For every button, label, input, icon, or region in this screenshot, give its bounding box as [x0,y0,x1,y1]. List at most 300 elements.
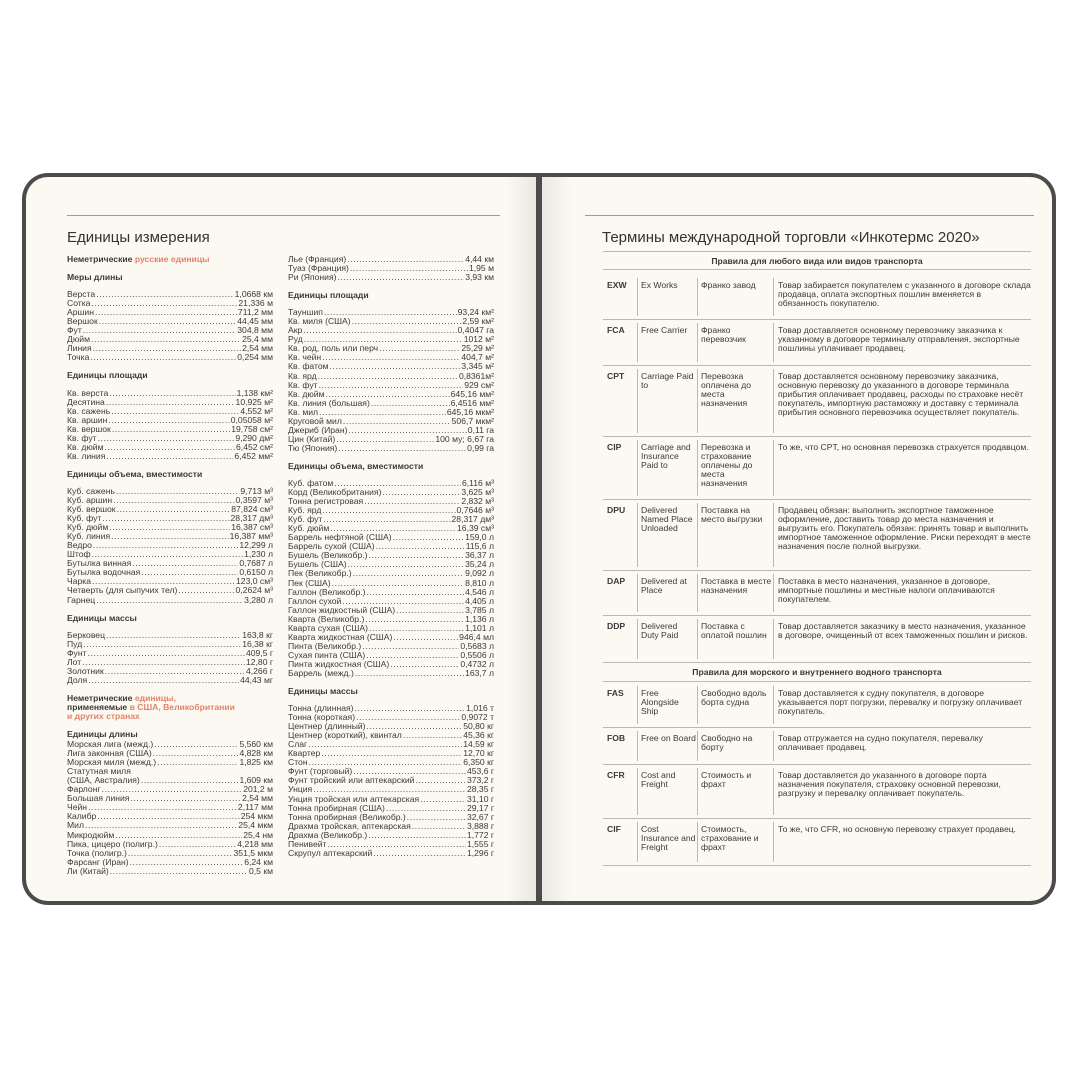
unit-name: Ли (Китай) [67,865,109,876]
term-code: CIP [607,442,622,452]
term-description: Товар забирается покупателем с указанного в договоре склада продавца, оплата экспортных пошлин вменяется в обязанность покупателю. [778,280,1031,309]
unit-value: 12,70 кг [463,748,494,759]
term-russian: Франко завод [701,280,756,290]
unit-name: Кв. верста [67,387,109,398]
unit-value: 12,80 г [245,656,273,667]
leader-dots [356,713,460,722]
unit-name: Тонна (короткая) [288,712,356,723]
unit-value: 0,99 га [467,442,494,453]
unit-value: 0,9072 т [461,712,494,723]
leader-dots [130,794,241,803]
leader-dots [338,444,466,453]
unit-value: 0,8361м² [458,370,494,381]
unit-value: 4,44 км [465,254,494,264]
unit-value: 123,0 см³ [236,576,273,587]
unit-name: Золотник [67,665,104,676]
leader-dots [128,849,233,858]
leader-dots [109,389,235,398]
leader-dots [132,559,238,568]
unit-value: 25,29 м² [461,343,494,354]
unit-value: 645,16 мкм² [446,406,494,417]
term-russian: Перевозка оплачена до места назначения [701,371,752,409]
unit-name: Куб. линия [67,531,111,542]
units-column-2 [288,255,494,858]
unit-value: 44,45 мм [237,316,273,327]
unit-value: 506,7 мкм² [451,415,494,426]
column-divider [773,768,774,815]
unit-name: Тонна пробирная (Великобр.) [288,811,406,822]
unit-value: 163,8 кг [242,629,273,640]
unit-name: Точка (полигр.) [67,847,127,858]
unit-value: 29,17 г [466,802,494,813]
leader-dots [403,731,462,740]
term-code: CPT [607,371,625,381]
unit-name: Куб. вершок [67,504,116,515]
term-english: Carriage and Insurance Paid to [641,442,691,471]
term-english: Free Carrier [641,325,688,335]
unit-name: Фарсанг (Иран) [67,856,129,867]
unit-value: 1,95 м [468,263,494,274]
unit-name: Лига законная (США) [67,748,152,759]
unit-value: 711,2 мм [237,307,273,318]
unit-name: Вершок [67,316,98,327]
unit-value: 21,336 м [238,298,273,309]
unit-name: Куб. ярд [288,505,322,516]
column-divider [773,574,774,612]
page-top-rule [585,215,1034,216]
unit-row [67,541,273,550]
leader-dots [318,372,458,381]
unit-name: Кв. фут [67,432,97,443]
unit-name: Кв. вершок [67,423,111,434]
unit-name: Пенивейт [288,838,327,849]
unit-row [67,867,273,876]
unit-value: 2,54 мм [242,793,273,804]
unit-value: 6,116 м³ [461,477,494,488]
group-heading: Единицы массы [67,612,137,623]
unit-value: 409,5 г [245,647,273,658]
leader-dots [415,776,466,785]
unit-name: Корд (Великобритания) [288,487,382,498]
unit-row [67,452,273,461]
unit-name: Куб. дюйм [288,523,330,534]
unit-name: Кв. ярд [288,370,317,381]
term-english: Delivered Duty Paid [641,621,679,641]
leader-dots [102,514,229,523]
column-divider [773,503,774,567]
term-description: Товар доставляется заказчику в место назначения, указанное в договоре, очищенный от всех таможенных пошлин и рисков. [778,621,1028,641]
column-divider [637,503,638,567]
leader-dots [98,434,235,443]
leader-dots [112,425,230,434]
leader-dots [178,586,234,595]
incoterm-row [603,275,1031,320]
unit-value: 45,36 кг [463,730,494,741]
term-description: Продавец обязан: выполнить экспортное таможенное оформление, доставить товар до места назначения и выгрузить его. Покупатель обязан: принять товар и выполнить импортное таможенное оформление. Риски переходят в месте назначения после полной выгрузки. [778,505,1031,552]
unit-name: Кварта сухая (США) [288,622,369,633]
leader-dots [376,542,465,551]
unit-name: Пек (Великобр.) [288,568,352,579]
leader-dots [321,749,462,758]
unit-value: 163,7 л [465,667,494,678]
unit-name: Руд [288,334,303,345]
unit-name: Микродюйм [67,829,115,840]
leader-dots [130,858,244,867]
unit-value: 373,2 г [466,775,494,786]
leader-dots [83,640,241,649]
unit-name: Скрупул аптекарский [288,847,373,858]
unit-value: 19,758 см² [231,423,273,434]
unit-name: Бутылка винная [67,558,132,569]
unit-value: 0,4047 га [457,325,494,336]
term-russian: Франко перевозчик [701,325,746,345]
leader-dots [412,822,466,831]
group-heading: Единицы площади [67,370,148,381]
column-divider [773,619,774,659]
unit-name: Верста [67,289,96,300]
column-divider [637,574,638,612]
unit-row [288,849,494,858]
unit-value: 44,43 мг [240,674,273,685]
leader-dots [97,812,239,821]
unit-value: 2,117 мм [237,802,273,813]
unit-value: 4,266 г [245,665,273,676]
column-divider [697,503,698,567]
unit-value: 0,5 км [248,865,273,876]
unit-name: (США, Австралия) [67,775,140,786]
incoterm-row [603,571,1031,616]
unit-name: Тонна пробирная (США) [288,802,385,813]
leader-dots [343,417,451,426]
unit-name: Сотка [67,298,91,309]
term-description: Поставка в место назначения, указанное в договоре, импортные пошлины и местные налоги оплачиваются покупателем. [778,576,995,605]
unit-value: 1,772 г [466,829,494,840]
column-divider [697,323,698,362]
unit-name: Драхма (Великобр.) [288,829,368,840]
unit-value: 645,16 мм² [450,388,494,399]
term-code: CFR [607,770,625,780]
page-top-rule [67,215,500,216]
unit-name: Стон [288,757,308,768]
leader-dots [141,776,239,785]
term-description: Товар доставляется к судну покупателя, в договоре указывается порт погрузки, перевалку и погрузку оплачивает покупатель. [778,688,1023,717]
group-heading: Единицы объема, вместимости [288,460,424,471]
leader-dots [322,353,460,362]
unit-value: 100 му; 6,67 га [435,433,494,444]
unit-name: Чейн [67,802,88,813]
unit-value: 3,93 км [465,272,494,283]
unit-value: 3,625 м³ [461,487,494,498]
leader-dots [364,497,460,506]
page-gutter-shadow [506,177,536,901]
unit-name: Центнер (короткий), квинтал [288,730,402,741]
unit-value: 50,80 кг [463,721,494,732]
column-divider [637,619,638,659]
leader-dots [348,560,465,569]
term-english: Free Alongside Ship [641,688,679,717]
column-divider [637,731,638,761]
group-heading: Единицы длины [67,729,138,740]
unit-value: 5,560 км [239,739,273,750]
column-divider [697,574,698,612]
unit-name: Берковец [67,629,106,640]
unit-value: 929 см² [464,379,494,390]
unit-name: Ри (Япония) [288,272,337,283]
unit-name: Пинта жидкостная (США) [288,658,390,669]
unit-value: 946,4 мл [459,631,494,642]
term-english: Free on Board [641,733,696,743]
unit-value: 16,39 см³ [457,523,494,534]
leader-dots [157,758,238,767]
unit-row [67,353,273,362]
unit-name: Кв. чейн [288,352,322,363]
unit-value: 1,016 т [466,703,494,714]
incoterm-row [603,728,1031,765]
unit-value: 31,10 г [466,793,494,804]
leader-dots [303,326,456,335]
term-code: FCA [607,325,625,335]
leader-dots [88,649,245,658]
unit-name: Чарка [67,576,92,587]
unit-row [67,640,273,649]
unit-value: 0,11 га [467,424,494,435]
leader-dots [383,488,461,497]
unit-value: 2,832 м³ [461,496,494,507]
leader-dots [111,407,239,416]
leader-dots [153,749,239,758]
unit-name: Дюйм [67,334,90,345]
unit-name: Баррель сухой (США) [288,541,375,552]
column-divider [773,731,774,761]
term-code: FOB [607,733,626,743]
incoterms-table-any-transport [603,275,1031,663]
unit-name: Морская миля (межд.) [67,757,157,768]
unit-value: 0,2624 м³ [235,585,273,596]
unit-value: 28,35 г [466,784,494,795]
unit-name: Пек (США) [288,577,331,588]
unit-value: 0,3597 м³ [235,494,273,505]
unit-name: Кв. дюйм [67,441,104,452]
leader-dots [371,399,450,408]
unit-value: 3,785 л [465,604,494,615]
leader-dots [337,273,464,282]
leader-dots [347,255,464,264]
term-description: Товар доставляется основному перевозчику заказчика, основную перевозку до указанного в договоре терминала прибытия оплачивает продавец, расходы по страховке несёт покупатель, импортную растаможку и доставку с терминала прибытия основного перевозчика осуществляет покупатель. [778,371,1024,418]
term-english: Delivered Named Place Unloaded [641,505,693,534]
unit-name: Туаз (Франция) [288,263,349,274]
unit-name: Кв. фут [288,379,318,390]
unit-name: Пуд [67,638,83,649]
unit-value: 1,138 км² [236,387,273,398]
unit-name: Фарлонг [67,784,101,795]
unit-value: 16,387 мм³ [229,531,273,542]
leader-dots [93,541,238,550]
unit-value: 6,24 км [244,856,273,867]
unit-value: 201,2 м [243,784,273,795]
leader-dots [141,568,238,577]
unit-name: Пика, цицеро (полигр.) [67,838,158,849]
column-divider [773,686,774,724]
term-code: FAS [607,688,624,698]
unit-row [288,444,494,453]
leader-dots [390,660,459,669]
term-russian: Свободно на борту [701,733,753,753]
group-heading: Единицы массы [288,686,358,697]
unit-value: 0,5506 л [460,649,494,660]
column-divider [637,323,638,362]
unit-value: 6,4516 мм² [450,397,494,408]
unit-value: 159,0 л [465,532,494,543]
unit-name: Галлон жидкостный (США) [288,604,396,615]
group-heading: Единицы объема, вместимости [67,468,203,479]
unit-value: 25,4 нм [243,829,273,840]
column-divider [637,369,638,433]
term-description: Товар доставляется основному перевозчику заказчика к указанному в договоре терминалу отправления, экспортные пошлины уплачивает продавец. [778,325,1020,354]
unit-value: 35,24 л [465,559,494,570]
unit-name: Доля [67,674,88,685]
column-divider [697,731,698,761]
column-divider [697,440,698,496]
unit-value: 4,218 мм [237,838,273,849]
term-english: Ex Works [641,280,678,290]
leader-dots [323,515,450,524]
term-code: DPU [607,505,626,515]
unit-value: 351,5 мкм [233,847,273,858]
unit-name: Галлон сухой [288,595,342,606]
leader-dots [96,596,243,605]
leader-dots [393,633,458,642]
unit-name: Лье (Франция) [288,254,347,264]
column-divider [637,686,638,724]
unit-value: 16,387 см³ [231,522,273,533]
unit-name: Пинта (Великобр.) [288,640,362,651]
leader-dots [352,317,462,326]
term-code: EXW [607,280,627,290]
term-code: DAP [607,576,626,586]
unit-value: 1,825 км [239,757,273,768]
leader-dots [159,840,236,849]
column-divider [637,440,638,496]
unit-value: 0,7646 м³ [456,505,494,516]
leader-dots [90,353,236,362]
leader-dots [110,867,248,876]
unit-value: 304,8 мм [237,325,273,336]
unit-value: 93,24 км² [457,307,494,318]
unit-value: 25,4 мкм [238,820,273,831]
unit-name: Тонна (длинная) [288,703,354,714]
unit-name: Кв. мил [288,406,319,417]
leader-dots [91,299,237,308]
unit-name: Кв. линия (большая) [288,397,370,408]
unit-name: Фунт [67,647,87,658]
unit-value: 87,824 см³ [231,504,273,515]
term-description: То же, что CFR, но основную перевозку страхует продавец. [778,824,1017,834]
unit-name: Кв. фатом [288,361,329,372]
leader-dots [82,658,245,667]
unit-name: Фунт тройский или аптекарский [288,775,415,786]
unit-name: Кв. сажень [67,405,111,416]
incoterm-row [603,366,1031,437]
unit-value: 16,38 кг [242,638,273,649]
unit-value: 8,810 л [465,577,494,588]
unit-name: Морская лига (межд.) [67,739,154,750]
unit-name: Куб. фатом [288,477,334,488]
unit-value: 1,230 л [244,549,273,560]
unit-value: 28,317 дм³ [230,513,273,524]
leader-dots [308,740,462,749]
unit-value: 3,888 г [466,820,494,831]
leader-dots [393,533,464,542]
term-russian: Поставка в месте назначения [701,576,772,596]
unit-value: 36,37 л [465,550,494,561]
leader-dots [106,452,233,461]
group-heading: Единицы площади [288,290,369,301]
unit-name: Кв. дюйм [288,388,325,399]
column-divider [697,768,698,815]
unit-value: 28,317 дм³ [451,514,494,525]
unit-name: Куб. фут [67,513,102,524]
term-code: CIF [607,824,621,834]
leader-dots [83,326,237,335]
table-rule [603,251,1031,252]
unit-name: Фунт (торговый) [288,766,353,777]
term-russian: Перевозка и страхование оплачены до места назначения [701,442,753,489]
leader-dots [88,676,239,685]
leader-dots [111,532,229,541]
rules-heading: Правила для любого вида или видов транспорта [711,256,923,266]
term-code: DDP [607,621,626,631]
incoterm-row [603,683,1031,728]
unit-name: Унция [288,784,313,795]
unit-name: Аршин [67,307,94,318]
unit-value: 1,101 л [465,622,494,633]
leader-dots [106,631,241,640]
unit-name: Кв. аршин [67,414,108,425]
term-description: Товар отгружается на судно покупателя, перевалку оплачивает продавец. [778,733,983,753]
leader-dots [91,335,241,344]
unit-name: Фут [67,325,82,336]
incoterm-row [603,320,1031,366]
page-title: Термины международной торговли «Инкотермс 2020» [602,229,980,246]
unit-name: Драхма тройская, аптекарская [288,820,411,831]
unit-name: Тю (Япония) [288,442,338,453]
unit-row [67,676,273,685]
term-russian: Свободно вдоль борта судна [701,688,767,708]
unit-value: 6,350 кг [463,757,494,768]
column-divider [637,768,638,815]
unit-value: 3,280 л [244,594,273,605]
unit-value: 1,0668 км [234,289,273,300]
leader-dots [96,290,233,299]
unit-name: Галлон (Великобр.) [288,586,366,597]
leader-dots [116,487,239,496]
leader-dots [105,667,245,676]
unit-name: Четверть (для сыпучих тел) [67,585,178,596]
unit-row [67,596,273,605]
leader-dots [379,344,460,353]
column-divider [773,369,774,433]
unit-value: 4,546 л [465,586,494,597]
term-english: Delivered at Place [641,576,687,596]
incoterm-row [603,819,1031,866]
leader-dots [105,443,236,452]
unit-value: 14,59 кг [463,739,494,750]
unit-name: Бушель (США) [288,559,347,570]
unit-name: Баррель нефтяной (США) [288,532,392,543]
unit-row [288,273,494,282]
unit-value: 9,290 дм² [235,432,273,443]
column-divider [773,822,774,862]
